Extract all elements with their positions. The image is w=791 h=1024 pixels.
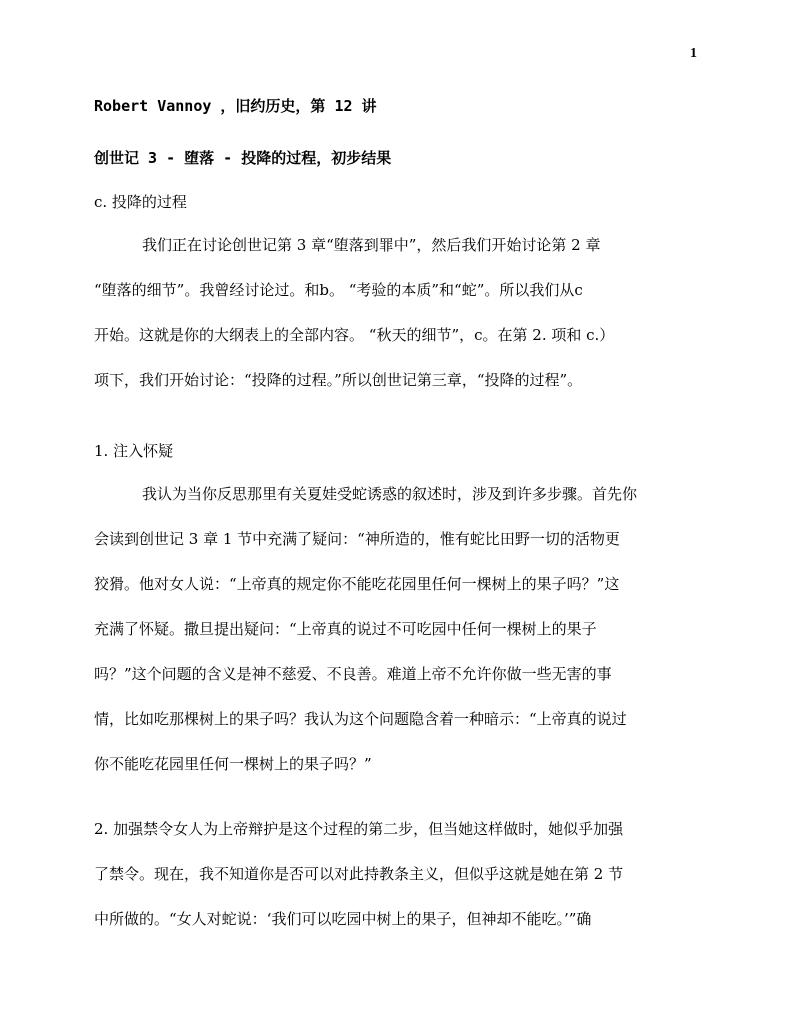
text-line: 项下，我们开始讨论：“投降的过程。”所以创世记第三章，“投降的过程”。 xyxy=(94,371,583,389)
paragraph-process xyxy=(94,231,704,411)
text-line: 我们正在讨论创世记第 3 章“堕落到罪中”，然后我们开始讨论第 2 章 xyxy=(142,236,601,254)
document-title: Robert Vannoy ，旧约历史，第 12 讲 xyxy=(94,97,377,115)
text-line: 开始。这就是你的大纲表上的全部内容。 “秋天的细节”，c。在第 2. 项和 c.） xyxy=(94,326,615,344)
section-heading-1: 1. 注入怀疑 xyxy=(94,442,174,460)
text-line: 会读到创世记 3 章 1 节中充满了疑问：“神所造的，惟有蛇比田野一切的活物更 xyxy=(94,530,620,548)
text-line: 了禁令。现在，我不知道你是否可以对此持教条主义，但似乎这就是她在第 2 节 xyxy=(94,865,624,883)
text-line: 你不能吃花园里任何一棵树上的果子吗？” xyxy=(94,755,372,773)
text-line: 2. 加强禁令女人为上帝辩护是这个过程的第二步，但当她这样做时，她似乎加强 xyxy=(94,820,624,838)
text-line: 情，比如吃那棵树上的果子吗？我认为这个问题隐含着一种暗示：“上帝真的说过 xyxy=(94,710,627,728)
paragraph-prohibition xyxy=(94,815,704,950)
page-number: 1 xyxy=(690,46,697,61)
text-line: “堕落的细节”。我曾经讨论过。和b。 “考验的本质”和“蛇”。所以我们从c xyxy=(94,281,583,299)
text-line: 狡猾。他对女人说：“上帝真的规定你不能吃花园里任何一棵树上的果子吗？”这 xyxy=(94,575,620,593)
document-subtitle: 创世记 3 - 堕落 - 投降的过程，初步结果 xyxy=(94,149,392,167)
text-line: 中所做的。“女人对蛇说：‘我们可以吃园中树上的果子，但神却不能吃。’”确 xyxy=(94,910,592,928)
section-heading-c: c. 投降的过程 xyxy=(94,193,187,211)
paragraph-doubt xyxy=(94,480,704,795)
text-line: 吗？”这个问题的含义是神不慈爱、不良善。难道上帝不允许你做一些无害的事 xyxy=(94,665,612,683)
text-line: 我认为当你反思那里有关夏娃受蛇诱惑的叙述时，涉及到许多步骤。首先你 xyxy=(142,485,638,503)
text-line: 充满了怀疑。撒旦提出疑问：“上帝真的说过不可吃园中任何一棵树上的果子 xyxy=(94,620,597,638)
